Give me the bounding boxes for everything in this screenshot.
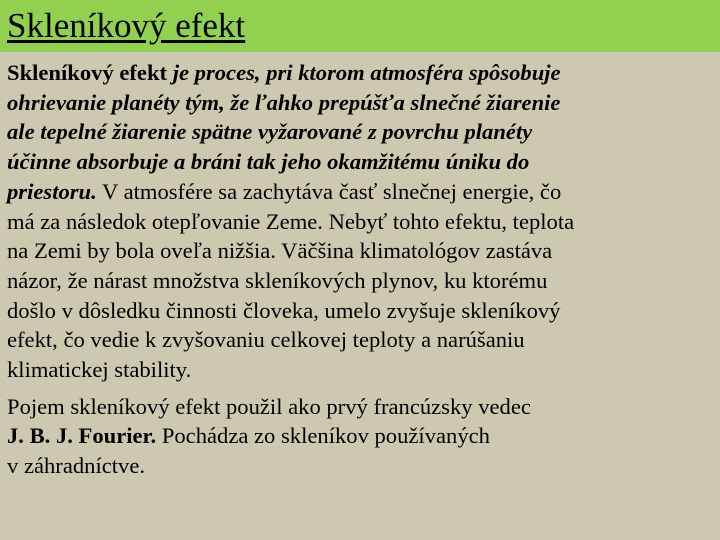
definition-term: Skleníkový efekt xyxy=(7,60,168,85)
definition-line: ale tepelné žiarenie spätne vyžarované z povrchu planéty xyxy=(7,119,533,145)
definition-line: priestoru. xyxy=(7,178,97,204)
text-line-content: V atmosfére sa zachytáva časť slnečnej energie, čo xyxy=(102,178,562,204)
text-line: na Zemi by bola oveľa nižšia. Väčšina klimatológov zastáva xyxy=(7,238,553,264)
definition-line: účinne absorbuje a bráni tak jeho okamžitému úniku do xyxy=(7,149,530,175)
text-line xyxy=(7,421,717,451)
text-line: má za následok otepľovanie Zeme. Nebyť tohto efektu, teplota xyxy=(7,208,575,234)
text-line xyxy=(7,58,717,88)
text-line xyxy=(7,177,717,207)
definition-line: je proces, pri ktorom atmosféra spôsobuje xyxy=(172,60,561,85)
text-line: došlo v dôsledku činnosti človeka, umelo zvyšuje skleníkový xyxy=(7,297,561,323)
text-line: Pojem skleníkový efekt použil ako prvý francúzsky vedec xyxy=(7,393,531,419)
text-line-content: Pochádza zo skleníkov používaných xyxy=(161,423,490,449)
paragraph-2 xyxy=(7,392,717,481)
text-line: v záhradníctve. xyxy=(7,453,146,479)
text-line: klimatickej stability. xyxy=(7,357,192,383)
definition-line: ohrievanie planéty tým, že ľahko prepúšťa slnečné žiarenie xyxy=(7,89,561,115)
text-line: efekt, čo vedie k zvyšovaniu celkovej teploty a narúšaniu xyxy=(7,327,525,353)
text-line: názor, že nárast množstva skleníkových plynov, ku ktorému xyxy=(7,267,548,293)
paragraph-1 xyxy=(7,58,717,385)
person-name: J. B. J. Fourier. xyxy=(7,423,157,449)
body-text xyxy=(7,58,717,481)
page-title: Skleníkový efekt xyxy=(7,6,246,45)
